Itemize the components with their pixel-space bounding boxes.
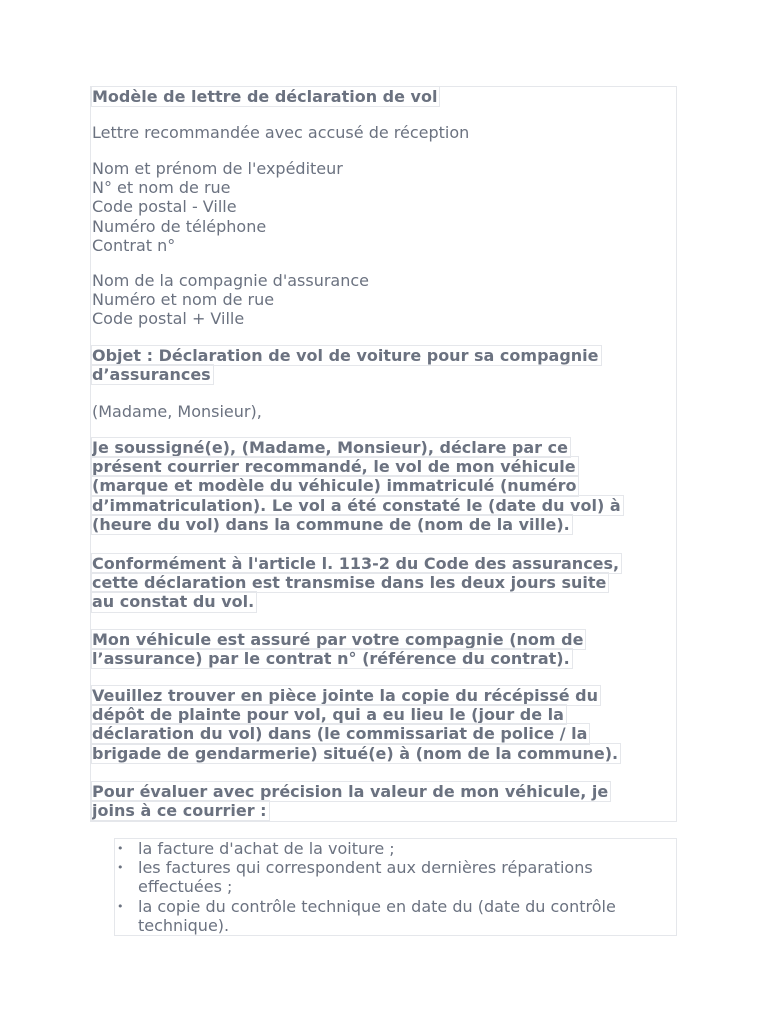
- paragraph-article: [92, 554, 676, 612]
- insurer-city: Code postal + Ville: [92, 309, 245, 329]
- subtitle-text: Lettre recommandée avec accusé de réception: [92, 123, 470, 142]
- paragraph-line: présent courrier recommandé, le vol de mon véhicule: [92, 457, 576, 477]
- list-item-text: effectuées ;: [138, 877, 233, 897]
- list-item: [114, 839, 676, 858]
- list-item-text: les factures qui correspondent aux dernières réparations: [138, 858, 593, 878]
- sender-name: Nom et prénom de l'expéditeur: [92, 159, 343, 178]
- paragraph-line: Conformément à l'article l. 113-2 du Code des assurances,: [92, 554, 620, 573]
- sender-street: N° et nom de rue: [92, 178, 231, 198]
- title-text: Modèle de lettre de déclaration de vol: [92, 87, 438, 106]
- salutation: [92, 402, 676, 421]
- bullet-icon: •: [117, 861, 124, 875]
- paragraph-line: déclaration du vol) dans (le commissariat de police / la: [92, 724, 588, 744]
- paragraph-evaluation: [92, 782, 676, 820]
- paragraph-line: (marque et modèle du véhicule) immatriculé (numéro: [92, 476, 577, 496]
- paragraph-line: d’immatriculation). Le vol a été constaté le (date du vol) à: [92, 495, 621, 515]
- paragraph-line: Pour évaluer avec précision la valeur de mon véhicule, je: [92, 782, 609, 801]
- sender-address: [92, 159, 676, 255]
- paragraph-line: l’assurance) par le contrat n° (référence du contrat).: [92, 649, 570, 669]
- paragraph-line: cette déclaration est transmise dans les deux jours suite: [92, 573, 607, 593]
- list-item-text: la facture d'achat de la voiture ;: [138, 839, 395, 858]
- paragraph-line: Mon véhicule est assuré par votre compagnie (nom de: [92, 630, 584, 649]
- list-item-text: technique).: [138, 915, 230, 935]
- sender-contract: Contrat n°: [92, 235, 176, 255]
- paragraph-line: (heure du vol) dans la commune de (nom de la ville).: [92, 514, 570, 534]
- letter-title: [92, 87, 676, 106]
- list-item: [114, 858, 676, 896]
- salutation-text: (Madame, Monsieur),: [92, 402, 262, 421]
- paragraph-insured: [92, 630, 676, 668]
- letter-subtitle: [92, 123, 676, 142]
- paragraph-line: joins à ce courrier :: [92, 801, 267, 821]
- sender-phone: Numéro de téléphone: [92, 216, 267, 236]
- object-line: d’assurances: [92, 365, 211, 385]
- letter-object: [92, 346, 676, 384]
- list-item: [114, 897, 676, 935]
- sender-city: Code postal - Ville: [92, 197, 237, 217]
- paragraph-line: Veuillez trouver en pièce jointe la copie du récépissé du: [92, 686, 598, 705]
- insurer-address: [92, 271, 676, 329]
- insurer-company: Nom de la compagnie d'assurance: [92, 271, 369, 290]
- paragraph-complaint: [92, 686, 676, 763]
- bullet-icon: •: [117, 899, 124, 913]
- paragraph-line: dépôt de plainte pour vol, qui a eu lieu le (jour de la: [92, 705, 564, 725]
- paragraph-declaration: [92, 438, 676, 534]
- paragraph-line: brigade de gendarmerie) situé(e) à (nom de la commune).: [92, 743, 619, 763]
- attachments-list: [114, 839, 676, 935]
- object-line: Objet : Déclaration de vol de voiture pour sa compagnie: [92, 346, 599, 365]
- list-item-text: la copie du contrôle technique en date du (date du contrôle: [138, 896, 616, 916]
- paragraph-line: au constat du vol.: [92, 592, 255, 612]
- insurer-street: Numéro et nom de rue: [92, 290, 275, 310]
- paragraph-line: Je soussigné(e), (Madame, Monsieur), déclare par ce: [92, 438, 568, 457]
- bullet-icon: •: [117, 842, 124, 855]
